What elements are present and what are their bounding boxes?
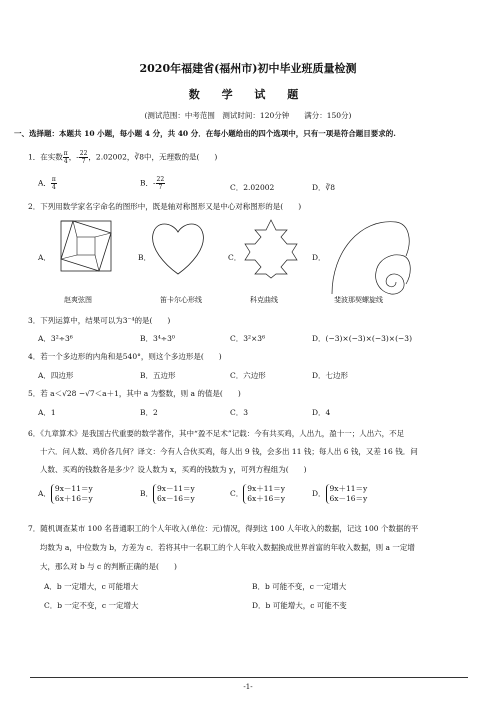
q1-frac1-num: π: [63, 150, 68, 157]
q6-option-c[interactable]: [230, 484, 285, 504]
q5-option-b[interactable]: B．2: [140, 408, 158, 417]
q3-option-d[interactable]: D．(−3)×(−3)×(−3)×(−3): [312, 334, 412, 343]
q7-option-a[interactable]: A．b 一定增大，c 可能增大: [44, 582, 139, 591]
q4-option-c[interactable]: C．六边形: [230, 371, 266, 380]
q1-opt-b-frac: [156, 176, 166, 191]
cardioid-diagram: [150, 218, 206, 278]
q1-stem-d: 中，无理数的是( ): [144, 152, 218, 162]
question-3-stem: 3．下列运算中，结果可以为3⁻⁴的是( ): [28, 316, 171, 325]
q1-option-c[interactable]: C．2.02002: [230, 183, 275, 192]
q1-option-a[interactable]: [38, 176, 57, 191]
caption-fibonacci: 斐波那契螺旋线: [334, 296, 383, 304]
q1-frac1-den: 4: [63, 158, 68, 165]
question-4-stem: 4．若一个多边形的内角和是540°，则这个多边形是( ): [28, 352, 222, 361]
q5-option-d[interactable]: D．4: [312, 408, 331, 417]
question-7-line-2: 均数为 a，中位数为 b，方差为 c．若将其中一名职工的个人年收入数据换成世界首富的年收入数据，则 a 一定增: [40, 543, 415, 552]
q3-option-b[interactable]: B．3⁴÷3⁰: [140, 334, 175, 343]
koch-snowflake-diagram: [240, 218, 302, 280]
q4-option-a[interactable]: A．四边形: [38, 371, 74, 380]
q7-option-c[interactable]: C．b 一定不变，c 一定增大: [44, 601, 139, 610]
q2-option-d[interactable]: D．: [312, 253, 326, 262]
q1-opt-b-num: 22: [156, 176, 165, 183]
q6-option-b[interactable]: [140, 484, 195, 504]
q3-option-a[interactable]: A．3²÷3⁶: [38, 334, 73, 343]
q1-opt-a-den: 4: [51, 184, 56, 191]
q7-option-b[interactable]: B．b 可能不变，c 一定增大: [252, 582, 347, 591]
q6-opt-d-label: D．: [312, 489, 326, 498]
q7-option-d[interactable]: D．b 可能增大，c 可能不变: [252, 601, 347, 610]
q1-stem-b: ，-: [68, 152, 79, 162]
caption-zhao-shuang: 赵爽弦图: [64, 296, 92, 304]
page-number: -1-: [243, 683, 253, 691]
q6-opt-d-eq1: 9x＋11＝y: [329, 484, 368, 493]
q6-option-d[interactable]: [312, 484, 367, 504]
q6-option-a[interactable]: [38, 484, 93, 504]
q6-opt-b-eq1: 9x－11＝y: [157, 484, 195, 493]
q1-stem-a: 1．在实数: [28, 152, 63, 162]
q2-option-b[interactable]: B．: [138, 253, 152, 262]
zhao-shuang-diagram: [60, 220, 112, 290]
exam-info: (测试范围：中考范围 测试时间：120分钟 满分：150分): [144, 111, 352, 120]
q1-frac2-den: 7: [81, 158, 86, 165]
question-1-stem: [28, 150, 217, 165]
q6-opt-a-label: A．: [38, 489, 51, 498]
q6-opt-b-label: B．: [140, 489, 154, 498]
q1-frac2-num: 22: [79, 150, 88, 157]
q1-stem-c: ，2.02002，: [88, 152, 135, 162]
caption-cardioid: 笛卡尔心形线: [160, 296, 202, 304]
q1-opt-a-label: A．: [38, 178, 51, 188]
q1-opt-a-frac: [51, 176, 57, 191]
section-text: 本题共 10 小题，每小题 4 分，共 40 分．在每小题给出的四个选项中，只有一项是符合题目要求的.: [59, 129, 396, 138]
section-label: 一、选择题：: [14, 129, 59, 138]
q6-opt-a-eq1: 9x－11＝y: [54, 484, 93, 493]
fibonacci-spiral-diagram: [330, 212, 412, 296]
q5-option-c[interactable]: C．3: [230, 408, 249, 417]
q1-opt-b-label: B．-: [140, 178, 156, 188]
q1-opt-b-den: 7: [158, 184, 163, 191]
q6-opt-b-system: [153, 484, 195, 504]
q2-option-c[interactable]: C．: [228, 253, 242, 262]
question-6-line-2: 十六．问人数、鸡价各几何？译文：今有人合伙买鸡，每人出 9 钱，会多出 11 钱；每人出 6 钱，又差 16 钱．问: [40, 447, 418, 456]
q6-opt-c-system: [243, 484, 285, 504]
question-6-line-3: 人数、买鸡的钱数各是多少？设人数为 x，买鸡的钱数为 y，可列方程组为( ): [40, 465, 307, 474]
question-6-line-1: 6．《九章算术》是我国古代重要的数学著作，其中“盈不足术”记载：今有共买鸡，人出九，盈十一；人出六，不足: [28, 429, 405, 438]
exam-title: 2020年福建省(福州市)初中毕业班质量检测: [139, 62, 357, 75]
q1-frac-22-7: [79, 150, 89, 165]
q1-opt-a-num: π: [51, 176, 56, 183]
caption-koch: 科克曲线: [250, 296, 278, 304]
footer-divider: [30, 677, 468, 678]
q6-opt-c-label: C．: [230, 489, 244, 498]
q6-opt-a-eq2: 6x＋16＝y: [54, 494, 93, 503]
question-2-stem: 2．下列用数学家名字命名的图形中，既是轴对称图形又是中心对称图形的是( ): [28, 202, 302, 211]
q6-opt-c-eq1: 9x＋11＝y: [247, 484, 286, 493]
q4-option-b[interactable]: B．五边形: [140, 371, 176, 380]
q1-option-b[interactable]: [140, 176, 165, 191]
q1-option-d[interactable]: D．∛8: [312, 183, 336, 192]
q5-option-a[interactable]: A．1: [38, 408, 56, 417]
q4-option-d[interactable]: D．七边形: [312, 371, 349, 380]
question-7-line-1: 7．随机调查某市 100 名普通职工的个人年收入(单位：元)情况，得到这 100 人年收入的数据，记这 100 个数据的平: [28, 524, 419, 533]
q6-opt-a-system: [51, 484, 93, 504]
q6-opt-d-eq2: 6x－16＝y: [329, 494, 368, 503]
section-heading: [14, 128, 396, 139]
q6-opt-b-eq2: 6x－16＝y: [157, 494, 195, 503]
q6-opt-d-system: [326, 484, 368, 504]
subject-title: 数 学 试 题: [188, 88, 308, 101]
question-5-stem: 5．若 a＜√28 −√7＜a＋1，其中 a 为整数，则 a 的值是( ): [28, 389, 241, 398]
q2-option-a[interactable]: A．: [38, 253, 51, 262]
q1-cbrt: ∛8: [134, 152, 144, 162]
q6-opt-c-eq2: 6x＋16＝y: [247, 494, 286, 503]
question-7-line-3: 大，那么对 b 与 c 的判断正确的是( ): [40, 562, 177, 571]
q3-option-c[interactable]: C．3²×3⁶: [230, 334, 266, 343]
